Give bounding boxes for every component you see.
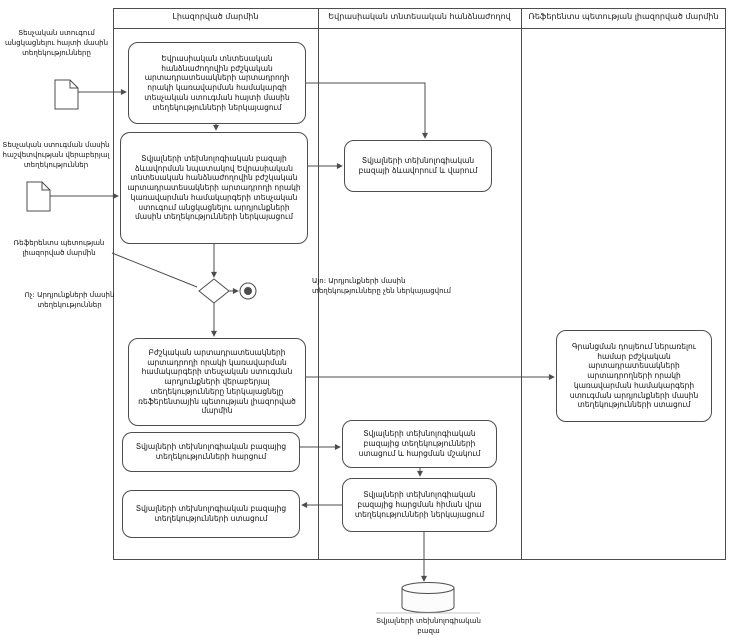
lane-divider-2 (521, 8, 522, 560)
activity-request-info: Տվյալների տեխնոլոգիական բազայից տեղեկությունների հարցում (122, 432, 300, 472)
activity-db-formation: Տվյալների տեխնոլոգիական բազայի ձևավորում և վարում (344, 140, 492, 192)
lane-header-authorized-body: Լիազորված մարմին (172, 12, 259, 21)
annotation-application-info: Տեսչական ստուգում անցկացնելու հայտի մասին տեղեկությունները (4, 29, 109, 58)
activity-receive-info: Տվյալների տեխնոլոգիական բազայից տեղեկությունների ստացում (122, 490, 300, 538)
document-icon-application (55, 80, 78, 109)
activity-submit-inspection-results: Տվյալների տեխնոլոգիական բազայի ձևավորման նպատակով Եվրասիական տնտեսական հանձնաժողովին բժշկական արտադրատեսակների արտադրողի որակի կառավարման համակարգերի տեսչական ստուգում անցկացնելու արդյունքների մասին տեղեկությունների ներկայացում (120, 132, 308, 244)
activity-receive-and-process-request: Տվյալների տեխնոլոգիական բազայից տեղեկությունների ստացում և հարցման մշակում (342, 420, 497, 468)
lane-header-eec: Եվրասիական տնտեսական հանձնաժողով (328, 12, 511, 21)
database-icon (402, 583, 454, 613)
branch-label-no: Ոչ: Արդյունքների մասին տեղեկություններ (24, 291, 115, 310)
activity-submit-application: Եվրասիական տնտեսական հանձնաժողովին բժշկական արտադրատեսակների արտադրողի որակի կառավարման համակարգի տեսչական ստուգման հայտի մասին տեղեկությունների ներկայացում (128, 42, 306, 124)
lane-header-referent-state: Ռեֆերենտս պետության լիազորված մարմին (528, 12, 719, 21)
lane-header-separator (113, 28, 726, 29)
activity-receive-results-referent: Գրանցման դոսյեում ներառելու համար բժշկական արտադրատեսակների արտադրողների որակի կառավարման համակարգերի ստուգման արդյունքների մասին տեղեկությունների ստացում (556, 330, 712, 422)
annotation-referent-body: Ռեֆերենտս պետության լիազորված մարմին (13, 239, 105, 258)
database-label: Տվյալների տեխնոլոգիական բազա (376, 617, 481, 636)
activity-present-results-to-referent: Բժշկական արտադրատեսակների արտադրողի որակի կառավարման համակարգերի տեսչական ստուգման արդյունքների վերաբերյալ տեղեկությունները ներկայացնելը ռեֆերենտային պետության լիազորված մարմին (128, 338, 306, 426)
document-icon-report (27, 182, 50, 211)
activity-present-info-on-request: Տվյալների տեխնոլոգիական բազայից հարցման հիման վրա տեղեկությունների ներկայացում (342, 478, 497, 532)
annotation-report-info: Տեսչական ստուգման մասին հաշվետվության վերաբերյալ տեղեկություններ (2, 141, 110, 170)
branch-label-yes: Այո: Արդյունքների մասին տեղեկությունները չեն ներկայացվում (312, 277, 451, 296)
